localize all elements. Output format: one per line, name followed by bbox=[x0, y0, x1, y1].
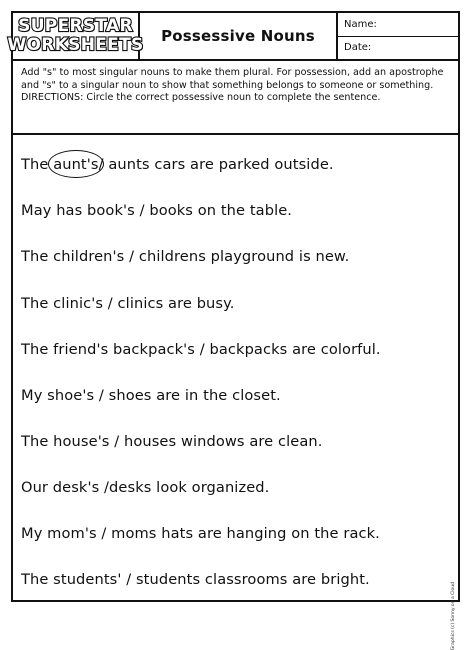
graphics-credit: Graphics (c) Sonny on a Cloud bbox=[451, 582, 456, 650]
sentence-7[interactable] bbox=[21, 433, 323, 450]
date-field[interactable] bbox=[338, 36, 458, 60]
sentence-6[interactable] bbox=[21, 387, 281, 404]
name-date-box bbox=[338, 13, 458, 59]
sentence-text: / aunts cars are parked outside. bbox=[98, 156, 334, 173]
circled-answer: aunt's bbox=[53, 156, 99, 173]
name-field[interactable] bbox=[338, 13, 458, 36]
sentence-1[interactable] bbox=[21, 156, 334, 173]
sentence-text: My shoe's / shoes are in the closet. bbox=[21, 387, 281, 404]
sentence-10[interactable] bbox=[21, 571, 370, 588]
directions-text: DIRECTIONS: Circle the correct possessive noun to complete the sentence. bbox=[21, 92, 381, 104]
name-label: Name: bbox=[344, 18, 377, 30]
superstar-worksheets-logo bbox=[7, 13, 144, 59]
sentence-text: Our desk's /desks look organized. bbox=[21, 479, 270, 496]
sentence-text: The house's / houses windows are clean. bbox=[21, 433, 323, 450]
worksheet-header bbox=[7, 13, 458, 61]
logo-line-2: WORKSHEETS bbox=[7, 35, 144, 55]
sentence-9[interactable] bbox=[21, 525, 380, 542]
sentence-2[interactable] bbox=[21, 202, 292, 219]
sentence-3[interactable] bbox=[21, 248, 349, 265]
sentence-text: The children's / childrens playground is new. bbox=[21, 248, 350, 265]
worksheet bbox=[7, 11, 460, 650]
worksheet-title: Possessive Nouns bbox=[140, 13, 338, 59]
logo-line-1: SUPERSTAR bbox=[18, 16, 133, 36]
date-label: Date: bbox=[344, 42, 372, 54]
sentence-4[interactable] bbox=[21, 295, 235, 312]
sentence-text: The friend's backpack's / backpacks are colorful. bbox=[21, 341, 381, 358]
sentence-text: May has book's / books on the table. bbox=[21, 202, 293, 219]
sentence-8[interactable] bbox=[21, 479, 269, 496]
sentence-text: My mom's / moms hats are hanging on the rack. bbox=[21, 525, 380, 542]
instructions-paragraph: Add "s" to most singular nouns to make them plural. For possession, add an apostrophe and "s" to a singular noun to show that something belongs to someone or something. bbox=[21, 67, 444, 91]
sentence-text: The students' / students classrooms are bright. bbox=[21, 571, 370, 588]
sentence-text: The clinic's / clinics are busy. bbox=[21, 295, 235, 312]
sentence-text: The bbox=[21, 156, 54, 173]
sentence-5[interactable] bbox=[21, 341, 381, 358]
instructions-box bbox=[13, 61, 458, 135]
